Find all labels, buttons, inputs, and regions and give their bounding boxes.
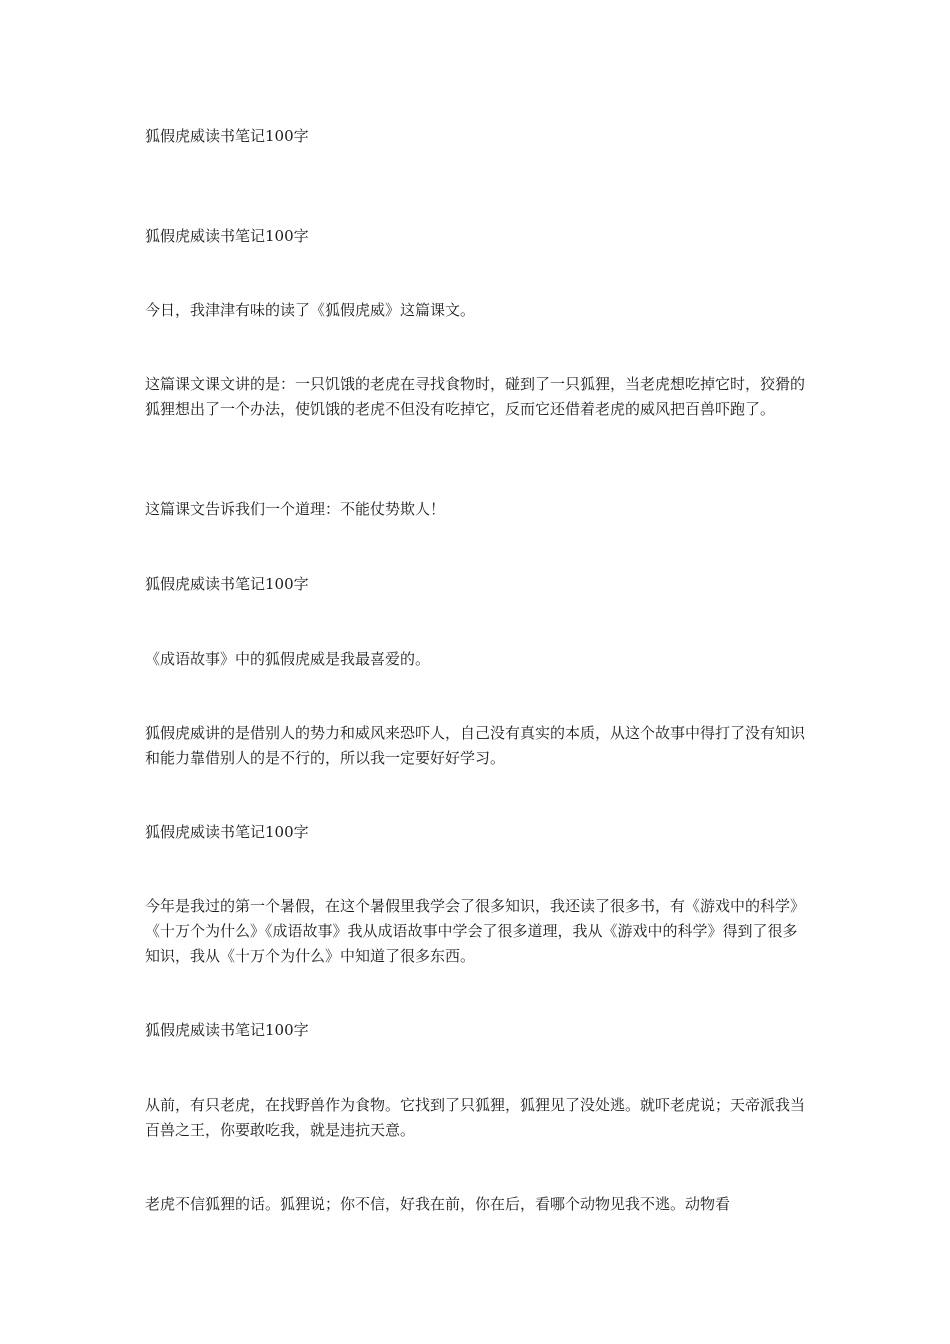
body-paragraph: 《成语故事》中的狐假虎威是我最喜爱的。 (145, 650, 431, 668)
document-title: 狐假虎威读书笔记100字 (145, 127, 309, 145)
body-paragraph: 今年是我过的第一个暑假，在这个暑假里我学会了很多知识，我还读了很多书，有《游戏中的科学》《十万个为什么》《成语故事》我从成语故事中学会了很多道理，我从《游戏中的科学》得到了很多知识，我从《十万个为什么》中知道了很多东西。 (145, 897, 806, 965)
body-paragraph: 老虎不信狐狸的话。狐狸说；你不信，好我在前，你在后，看哪个动物见我不逃。动物看 (145, 1195, 731, 1213)
body-paragraph: 今日，我津津有味的读了《狐假虎威》这篇课文。 (145, 301, 476, 319)
body-paragraph: 从前，有只老虎，在找野兽作为食物。它找到了只狐狸，狐狸见了没处逃。就吓老虎说；天帝派我当百兽之王，你要敢吃我，就是违抗天意。 (145, 1096, 806, 1139)
body-paragraph: 狐假虎威讲的是借别人的势力和威风来恐吓人，自己没有真实的本质，从这个故事中得打了没有知识和能力靠借别人的是不行的，所以我一定要好好学习。 (145, 724, 806, 767)
section-heading: 狐假虎威读书笔记100字 (145, 575, 309, 593)
body-paragraph: 这篇课文课文讲的是：一只饥饿的老虎在寻找食物时，碰到了一只狐狸，当老虎想吃掉它时，狡猾的狐狸想出了一个办法，使饥饿的老虎不但没有吃掉它，反而它还借着老虎的威风把百兽吓跑了。 (145, 375, 806, 418)
section-heading: 狐假虎威读书笔记100字 (145, 1021, 309, 1039)
body-paragraph: 这篇课文告诉我们一个道理：不能仗势欺人！ (145, 500, 446, 518)
section-heading: 狐假虎威读书笔记100字 (145, 227, 309, 245)
section-heading: 狐假虎威读书笔记100字 (145, 823, 309, 841)
